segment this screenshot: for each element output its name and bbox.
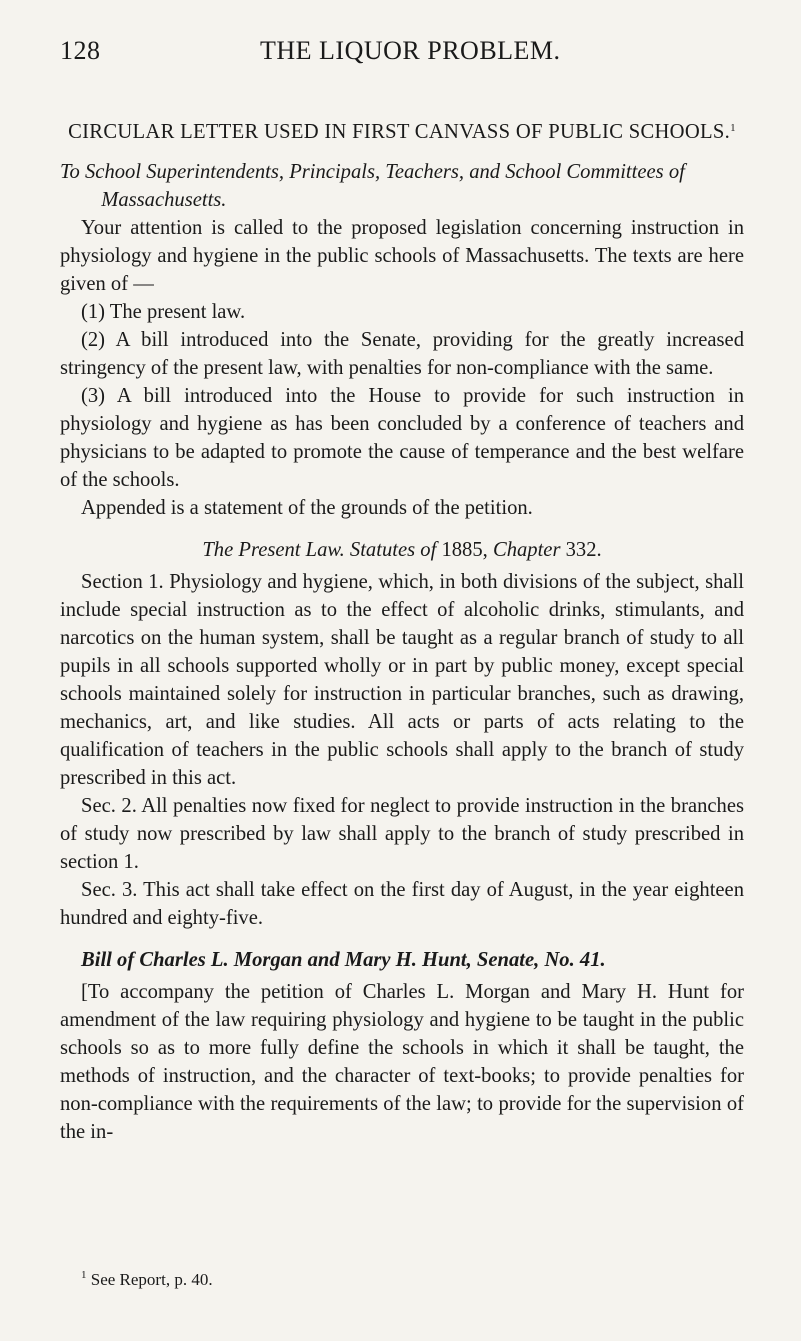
law-section-3: Sec. 3. This act shall take effect on the first day of August, in the year eighteen hundred and eighty-five. [60, 879, 744, 929]
list-item-present-law: (1) The present law. [81, 301, 246, 323]
chapter-number: 332. [565, 539, 602, 561]
circular-title [60, 118, 744, 146]
footnote-text: See Report, p. 40. [90, 1270, 213, 1289]
intro-paragraph: Your attention is called to the proposed legislation concerning instruction in physiology and hygiene in the public schools of Massachusetts. The texts are here given of — [60, 217, 744, 295]
footnote-reference: 1 [730, 122, 736, 134]
list-item-house-bill: (3) A bill introduced into the House to provide for such instruction in physiology and hygiene as has been concluded by a conference of teachers and physicians to be adapted to promote the cause of temperance and the best welfare of the schools. [60, 385, 744, 491]
list-item-senate-bill: (2) A bill introduced into the Senate, providing for the greatly increased stringency of the present law, with penalties for non-compliance with the same. [60, 329, 744, 379]
law-section-1: Section 1. Physiology and hygiene, which, in both divisions of the subject, shall include special instruction as to the effect of alcoholic drinks, stimulants, and narcotics on the human system, shall be taught as a regular branch of study to all pupils in all schools supported wholly or in part by public money, except special schools maintained solely for instruction in particular branches, such as drawing, mechanics, art, and like studies. All acts or parts of acts relating to the qualification of teachers in the public schools shall apply to the branch of study prescribed in this act. [60, 571, 744, 789]
bill-text: [To accompany the petition of Charles L. Morgan and Mary H. Hunt for amendment of the law requiring physiology and hygiene to be taught in the public schools so as to more fully define the schools in which it shall be taught, the methods of instruction, and the character of text-books; to provide penalties for non-compliance with the requirements of the law; to provide for the supervision of the in- [60, 981, 744, 1143]
appended-statement: Appended is a statement of the grounds of the petition. [81, 497, 533, 519]
salutation: To School Superintendents, Principals, Teachers, and School Committees of Massachusetts. [60, 161, 685, 211]
running-title: THE LIQUOR PROBLEM. [260, 36, 561, 65]
page-number: 128 [60, 36, 101, 65]
present-law-heading-label: The Present Law. Statutes of [202, 539, 437, 561]
circular-title-text: CIRCULAR LETTER USED IN FIRST CANVASS OF PUBLIC SCHOOLS. [68, 121, 731, 143]
running-head [60, 36, 740, 68]
statute-year: 1885, [441, 539, 488, 561]
footnote-mark: 1 [81, 1269, 87, 1281]
page-body [60, 118, 744, 1146]
bill-heading: Bill of Charles L. Morgan and Mary H. Hunt, Senate, No. 41. [81, 949, 606, 971]
present-law-heading [60, 536, 744, 564]
footnote [81, 1270, 213, 1290]
chapter-label: Chapter [492, 539, 561, 561]
law-section-2: Sec. 2. All penalties now fixed for neglect to provide instruction in the branches of study now prescribed by law shall apply to the branch of study prescribed in section 1. [60, 795, 744, 873]
